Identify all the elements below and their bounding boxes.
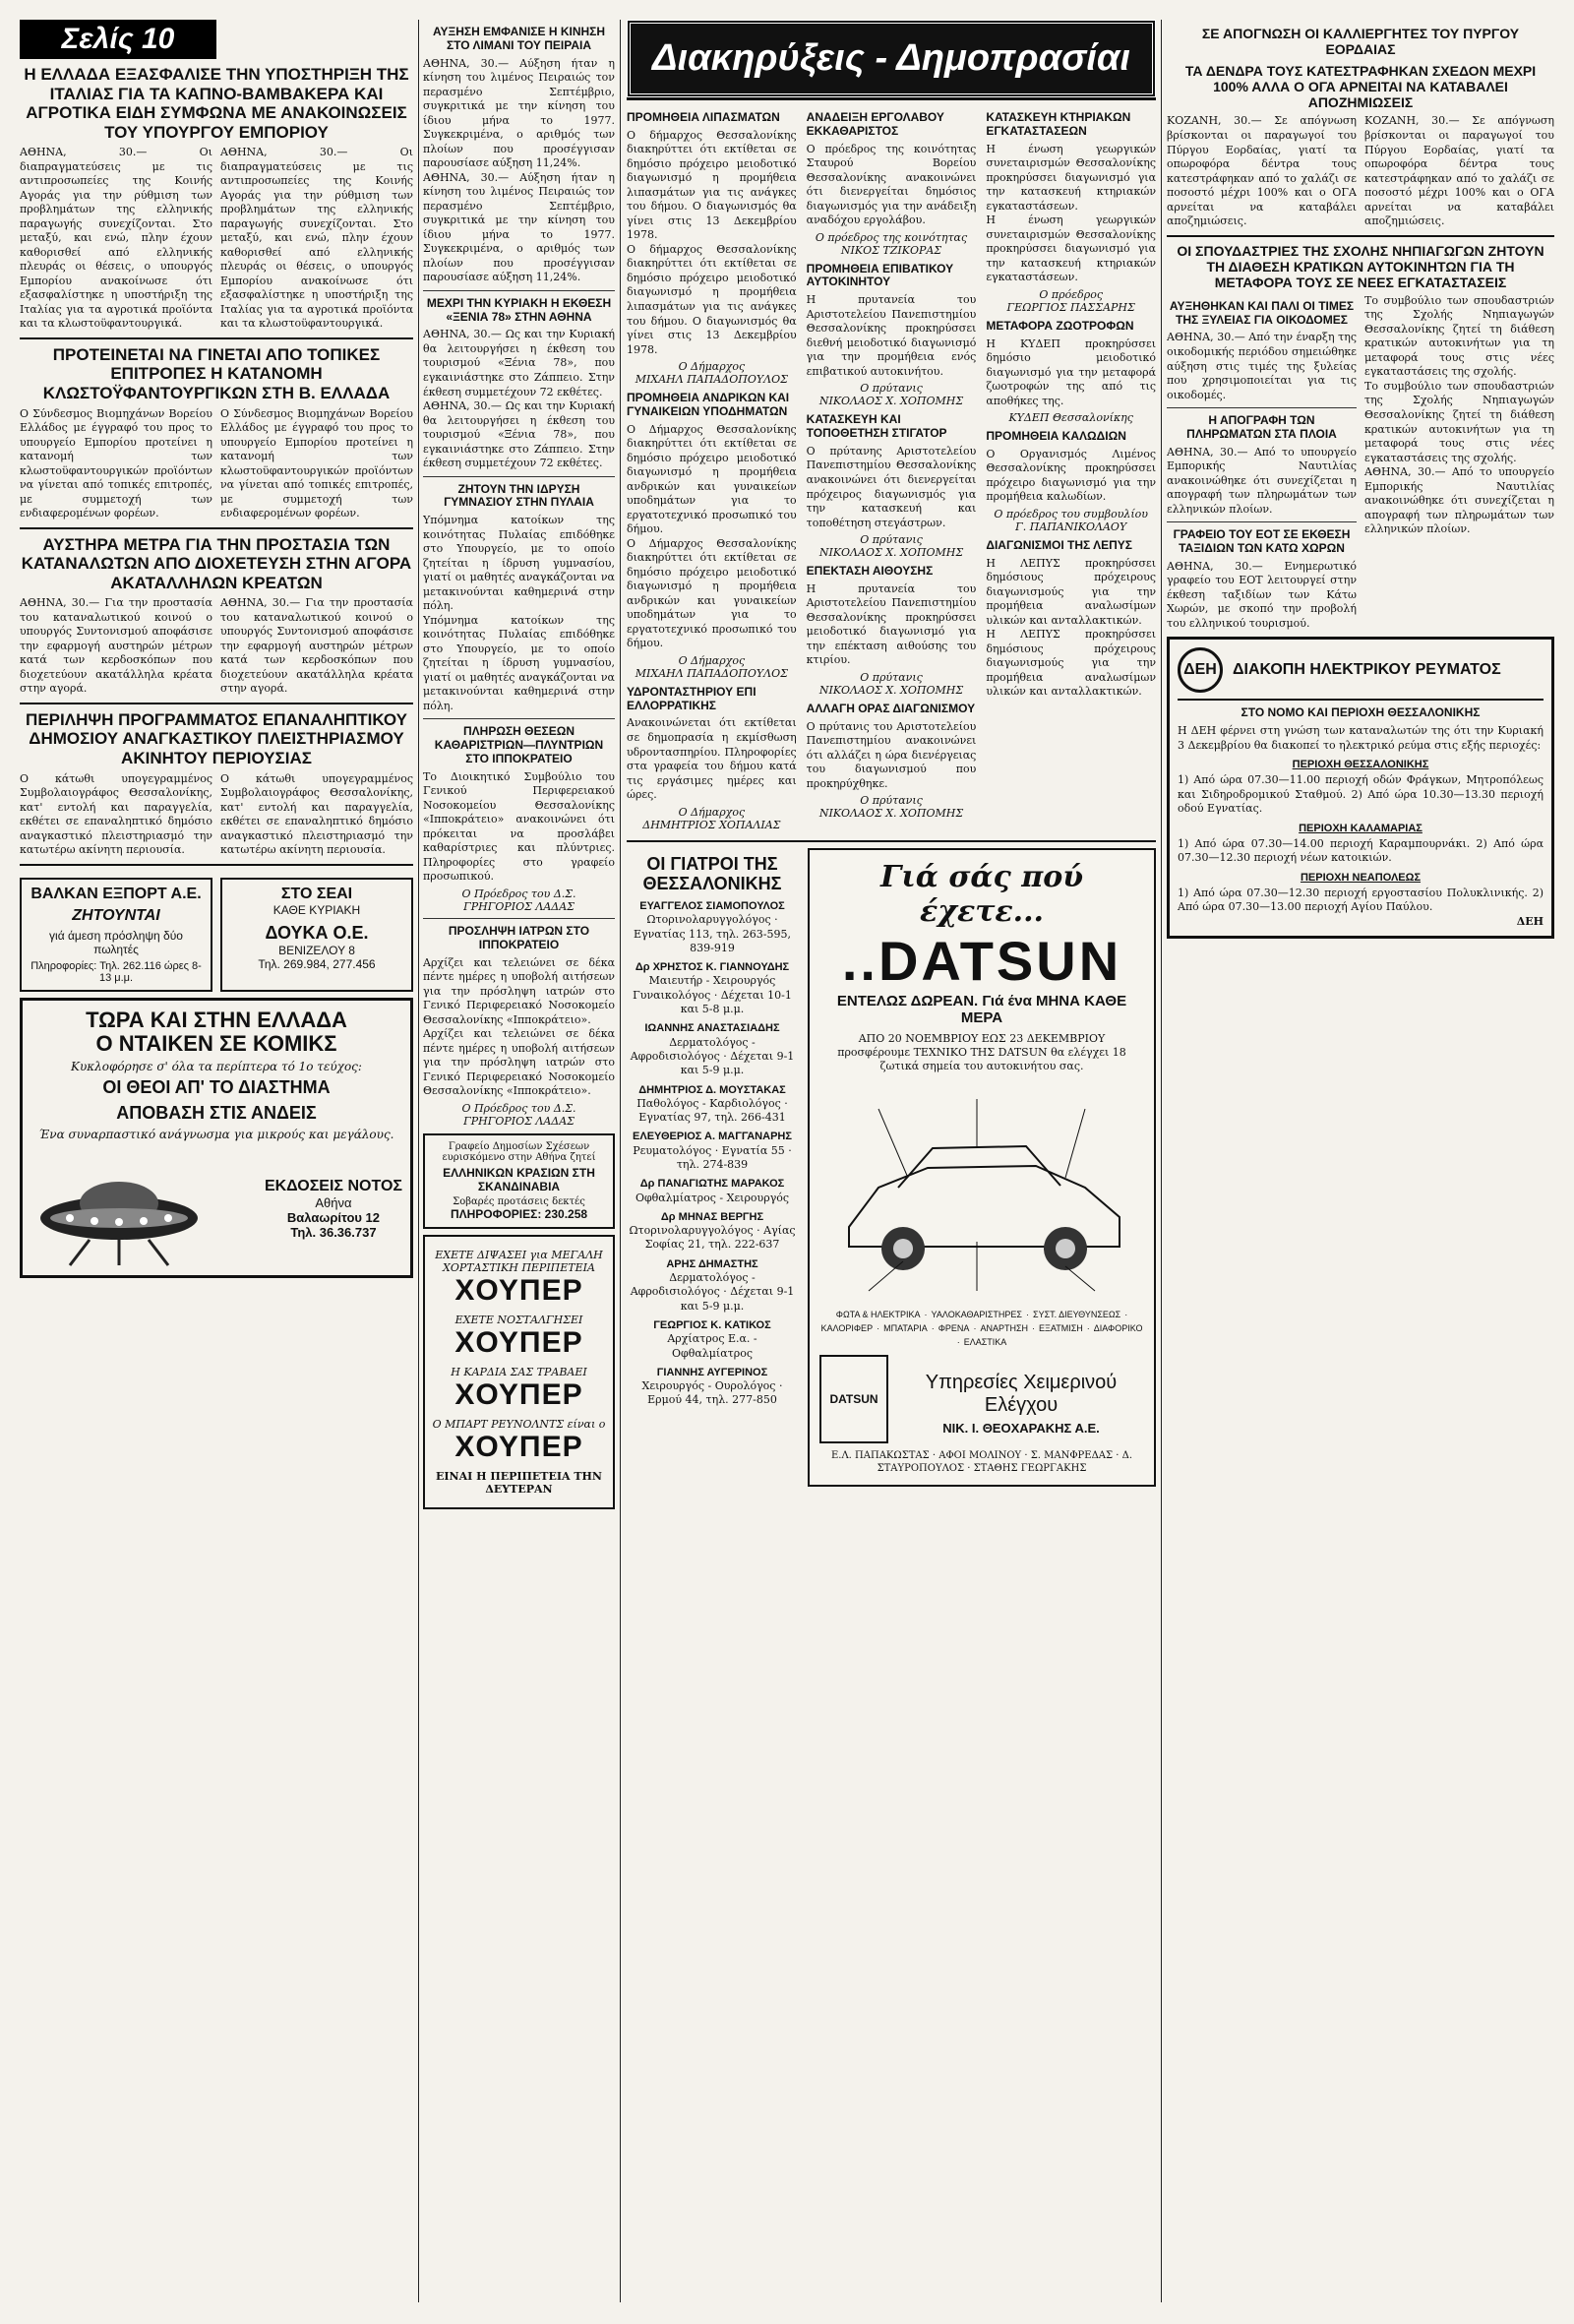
article-text: ΑΘΗΝΑ, 30.— Οι διαπραγματεύσεις με τις αντιπροσωπείες της Κοινής Αγοράς για την ρύθμιση των προβλημάτων της ελληνικής παραγωγής συνεχίζονται. Στο μεταξύ, και ενώ, πλην έχουν καθορισθεί από ελληνικής πλευράς οι θέσεις, ο υπουργός Εμπορίου ανακοίνωσε ότι εξασφαλίστηκε η υποστήριξη της Ιταλίας για τα αγροτικά προϊόντα και τα κλωστοϋφαντουργικά. — [20, 146, 212, 331]
notice-text: Η ΚΥΔΕΠ προκηρύσσει δημόσιο μειοδοτικό διαγωνισμό για την μεταφορά ζωοτροφών της από τις αποθήκες της. — [986, 336, 1156, 407]
article-text: Αρχίζει και τελειώνει σε δέκα πέντε ημέρες η υποβολή αιτήσεων για την πρόσληψη ιατρών στο Γενικό Περιφερειακό Νοσοκομείο Θεσσαλονίκης «Ιπποκράτειο». — [423, 1027, 615, 1098]
comic-ad — [20, 998, 413, 1279]
notice-text: Η ένωση γεωργικών συνεταιρισμών Θεσσαλονίκης προκηρύσσει διαγωνισμό για την κατασκευή κτηριακών εγκαταστάσεων. — [986, 214, 1156, 284]
article-text: ΑΘΗΝΑ, 30.— Αύξηση ήταν η κίνηση του λιμένος Πειραιώς τον περασμένο Σεπτέμβριο, συγκριτικά με την κίνηση του ίδιου μήνα το 1977. Συγκεκριμένα, ο αριθμός των πλοίων που προσέγγισαν παρουσίασε αύξηση 11,24%. — [423, 56, 615, 170]
article-text: ΑΘΗΝΑ, 30.— Ενημερωτικό γραφείο του ΕΟΤ λειτουργεί στην έκθεση ταξιδίων των Κάτω Χωρών, με σκοπό την προβολή του ελληνικού τουρισμού. — [1167, 559, 1357, 630]
notice-text: Ο πρύτανις του Αριστοτελείου Πανεπιστημίου ανακοινώνει ότι αλλάζει η ώρα διενέργειας του διαγωνισμού που προκηρύχθηκε. — [806, 719, 977, 790]
article-text: Ο Σύνδεσμος Βιομηχάνων Βορείου Ελλάδος με έγγραφό του προς το υπουργείο Εμπορίου προτείνει η κατανομή των κλωστοϋφαντουργικών προϊόντων να γίνεται από τοπικές επιτροπές, με συμμετοχή των ενδιαφερομένων φορέων. — [20, 406, 212, 520]
publisher-phone: Τηλ. 36.36.737 — [290, 1224, 377, 1240]
part-label: ΦΡΕΝΑ — [938, 1323, 970, 1334]
notice-intro: Η ΔΕΗ φέρνει στη γνώση των καταναλωτών της ότι την Κυριακή 3 Δεκεμβρίου θα διακοπεί το ηλεκτρικό ρεύμα στις εξής περιοχές: — [1178, 724, 1544, 752]
notice-title: ΑΛΛΑΓΗ ΟΡΑΣ ΔΙΑΓΩΝΙΣΜΟΥ — [806, 701, 976, 715]
article-text: ΑΘΗΝΑ, 30.— Ως και την Κυριακή θα λειτουργήσει η έκθεση του τουρισμού «Ξένια 78», που εγκαινιάστηκε στο Ζάππειο. Στην έκθεση συμμετέχουν 72 εκθέτες. — [423, 399, 615, 470]
doctor-name: ΙΩΑΝΝΗΣ ΑΝΑΣΤΑΣΙΑΔΗΣ — [644, 1022, 780, 1035]
ad-phone: Τηλ. 269.984, 277.456 — [258, 956, 376, 971]
notice-text: Ο πρόεδρος της κοινότητας Σταυρού Βορείου Θεσσαλονίκης ανακοινώνει ότι διενεργείται δημόσιος διαγωνισμός για την ανάδειξη αναδόχου εργολάβου. — [806, 142, 977, 227]
car-diagram — [819, 1079, 1144, 1306]
article-text: ΑΘΗΝΑ, 30.— Για την προστασία του καταναλωτικού κοινού ο υπουργός Συντονισμού αποφάσισε την εφαρμογή αυστηρών μέτρων κατά των κερδοσκόπων που διοχετεύουν ακατάλληλα κρέατα στην αγορά. — [20, 596, 212, 696]
notice-text: Η ΛΕΠΥΣ προκηρύσσει δημόσιους πρόχειρους διαγωνισμούς για την προμήθεια αναλωσίμων υλικών και ανταλλακτικών. — [986, 556, 1156, 627]
doctor-name: Δρ ΠΑΝΑΓΙΩΤΗΣ ΜΑΡΑΚΟΣ — [639, 1178, 785, 1191]
notice-title: ΚΑΤΑΣΚΕΥΗ ΚΤΗΡΙΑΚΩΝ ΕΓΚΑΤΑΣΤΑΣΕΩΝ — [986, 110, 1131, 138]
part-label: ΥΑΛΟΚΑΘΑΡΙΣΤΗΡΕΣ — [931, 1310, 1022, 1320]
doctor-info: Αρχίατρος Ε.α. - Οφθαλμίατρος — [667, 1332, 757, 1360]
column-rule — [620, 20, 621, 2302]
part-label: ΔΙΑΦΟΡΙΚΟ — [1093, 1323, 1143, 1334]
signature: Ο πρόεδρος του συμβουλίου Γ. ΠΑΠΑΝΙΚΟΛΑΟΥ — [994, 507, 1148, 533]
signature: Ο πρύτανις ΝΙΚΟΛΑΟΣ Χ. ΧΟΠΟΜΗΣ — [818, 382, 964, 408]
part-label: ΚΑΛΟΡΙΦΕΡ — [820, 1323, 874, 1334]
ad-dealers: Ε.Λ. ΠΑΠΑΚΩΣΤΑΣ · ΑΦΟΙ ΜΟΛΙΝΟΥ · Σ. ΜΑΝΦΡΕΔΑΣ · Δ. ΣΤΑΥΡΟΠΟΥΛΟΣ · ΣΤΑΘΗΣ ΓΕΩΡΓΑΚΗΣ — [830, 1450, 1133, 1475]
ad-text: ΑΠΟ 20 ΝΟΕΜΒΡΙΟΥ ΕΩΣ 23 ΔΕΚΕΜΒΡΙΟΥ προσφέρουμε ΤΕΧΝΙΚΟ ΤΗΣ DATSUN θα ελέγχει 18 ζωτικά σημεία του αυτοκινήτου σας. — [837, 1031, 1126, 1073]
column-right — [1167, 20, 1554, 939]
ad-contact: Πληροφορίες: Τηλ. 262.116 ώρες 8-13 μ.μ. — [30, 959, 202, 984]
ad-address: ΒΕΝΙΖΕΛΟΥ 8 — [278, 943, 355, 957]
article-text: Αρχίζει και τελειώνει σε δέκα πέντε ημέρες η υποβολή αιτήσεων για την πρόσληψη ιατρών στο Γενικό Περιφερειακό Νοσοκομείο Θεσσαλονίκης «Ιπποκράτειο». — [423, 955, 615, 1026]
doctor-info: Οφθαλμίατρος - Χειρουργός — [635, 1191, 790, 1204]
notice-text: Ο Δήμαρχος Θεσσαλονίκης διακηρύττει ότι εκτίθεται σε δημόσιο πρόχειρο μειοδοτικό διαγωνισμό η προμήθεια ανδρικών και γυναικείων υποδημάτων για το εργατοτεχνικό προσωπικό του δήμου. — [627, 422, 797, 536]
ad-houper — [423, 1235, 615, 1509]
ad-service: Υπηρεσίες Χειμερινού Ελέγχου — [925, 1371, 1118, 1416]
doctor-info: Ρευματολόγος · Εγνατία 55 · τηλ. 274-839 — [633, 1143, 792, 1171]
datsun-logo: DATSUN — [819, 1355, 888, 1443]
doctor-name: ΑΡΗΣ ΔΗΜΑΣΤΗΣ — [666, 1257, 758, 1270]
signature: Ο Δήμαρχος ΜΙΧΑΗΛ ΠΑΠΑΔΟΠΟΥΛΟΣ — [635, 653, 788, 680]
notice-text: Η πρυτανεία του Αριστοτελείου Πανεπιστημίου Θεσσαλονίκης προκηρύσσει διεθνή μειοδοτικό διαγωνισμό για την προμήθεια ενός επιβατικού αυτοκινήτου. — [806, 293, 977, 378]
part-label: ΦΩΤΑ & ΗΛΕΚΤΡΙΚΑ — [835, 1310, 921, 1320]
notice-title: ΥΔΡΟΝΤΑΣΤΗΡΙΟΥ ΕΠΙ ΕΛΛΟΡΡΑΤΙΚΗΣ — [627, 684, 757, 712]
article-text: Ο κάτωθι υπογεγραμμένος Συμβολαιογράφος Θεσσαλονίκης, κατ' εντολή και παραγγελία, εκθέτει σε επαναληπτικό δημόσιο αναγκαστικό πλειστηριασμό την κατωτέρω ακίνητη περιουσία. — [20, 771, 212, 857]
area-label: ΠΕΡΙΟΧΗ ΚΑΛΑΜΑΡΙΑΣ — [1299, 822, 1423, 834]
ad-title: ΣΤΟ ΣΕΑΙ — [280, 885, 353, 902]
ad-text: γιά άμεση πρόσληψη δύο πωλητές — [49, 928, 183, 956]
datsun-ad: Γιά σάς πού έχετε... ..DATSUN ΕΝΤΕΛΩΣ ΔΩΡΕΑΝ. Γιά ένα ΜΗΝΑ ΚΑΘΕ ΜΕΡΑ ΑΠΟ 20 ΝΟΕΜΒΡΙΟΥ ΕΩΣ 23 ΔΕΚΕΜΒΡΙΟΥ προσφέρουμε ΤΕΧΝΙΚΟ ΤΗΣ DATSUN θα ελέγχει 18 ζωτικά σημεία του αυτοκινήτου σας. ΦΩΤΑ & ΗΛΕΚΤΡΙΚΑ · ΥΑΛΟΚΑΘΑΡΙΣΤΗΡΕΣ · ΣΥΣΤ. ΔΙΕΥΘΥΝΣΕΩΣ · ΚΑΛΟΡΙΦΕΡ · ΜΠΑΤΑΡΙΑ · ΦΡΕΝΑ · ΑΝΑΡΤΗΣΗ · ΕΞΑΤΜΙΣΗ · ΔΙΑΦΟΡΙΚΟ · ΕΛΑΣΤΙΚΑ DATSUN Υπηρεσίες Χειμερινού Ελέγχου ΝΙΚ. Ι. ΘΕΟΧΑΡΑΚΗΣ Α.Ε. Ε.Λ. ΠΑΠΑΚΩΣΤΑΣ · ΑΦΟΙ ΜΟΛΙΝΟΥ · Σ. ΜΑΝΦΡΕΔΑΣ · Δ. ΣΤΑΥΡΟΠΟΥΛΟΣ · ΣΤΑΘΗΣ ΓΕΩΡΓΑΚΗΣ — [808, 848, 1156, 1488]
ad-subtitle: ΕΝΤΕΛΩΣ ΔΩΡΕΑΝ. Γιά ένα ΜΗΝΑ ΚΑΘΕ ΜΕΡΑ — [836, 992, 1127, 1026]
ad-text: Γραφείο Δημοσίων Σχέσεων ευρισκόμενο στην Αθήνα ζητεί — [442, 1140, 596, 1163]
signature: Ο Δήμαρχος ΜΙΧΑΗΛ ΠΑΠΑΔΟΠΟΥΛΟΣ — [635, 360, 788, 387]
ad-title: ΕΛΛΗΝΙΚΩΝ ΚΡΑΣΙΩΝ ΣΤΗ ΣΚΑΝΔΙΝΑΒΙΑ — [443, 1165, 595, 1193]
ad-subtitle: ΖΗΤΟΥΝΤΑΙ — [72, 906, 160, 924]
notice-text: Ο πρύτανης Αριστοτελείου Πανεπιστημίου Θεσσαλονίκης ανακοινώνει ότι διενεργείται πρόχειρος διαγωνισμός για την κατασκευή και τοποθέτηση στεγάστρων. — [806, 444, 977, 529]
notice-text: Ο Οργανισμός Λιμένος Θεσσαλονίκης προκηρύσσει πρόχειρο διαγωνισμό για την προμήθεια καλωδίων. — [986, 447, 1156, 504]
signature: Ο πρύτανις ΝΙΚΟΛΑΟΣ Χ. ΧΟΠΟΜΗΣ — [818, 533, 964, 560]
spaceship-illustration — [30, 1149, 208, 1267]
notice-title: ΚΑΤΑΣΚΕΥΗ ΚΑΙ ΤΟΠΟΘΕΤΗΣΗ ΣΤΙΓΑΤΟΡ — [806, 412, 947, 441]
doctor-info: Μαιευτήρ - Χειρουργός Γυναικολόγος · Δέχεται 10-1 και 5-8 μ.μ. — [633, 974, 792, 1016]
publisher-name: ΕΚΔΟΣΕΙΣ ΝΟΤΟΣ — [264, 1177, 402, 1194]
ad-text: Κυκλοφόρησε σ' όλα τα περίπτερα τό 1ο τεύχος: — [71, 1060, 362, 1074]
notice-text: Ο δήμαρχος Θεσσαλονίκης διακηρύττει ότι εκτίθεται σε δημόσιο πρόχειρο μειοδοτικό διαγωνισμό η προμήθεια λιπασμάτων για τις ανάγκες του δήμου. Ο διαγωνισμός θα γίνει στις 13 Δεκεμβρίου 1978. — [627, 242, 797, 356]
notice-text: Η πρυτανεία του Αριστοτελείου Πανεπιστημίου Θεσσαλονίκης προκηρύσσει μειοδοτικό διαγωνισμό για την επέκταση αιθούσης του κτιρίου. — [806, 581, 977, 667]
ad-text: ΕΧΕΤΕ ΔΙΨΑΣΕΙ για ΜΕΓΑΛΗ ΧΟΡΤΑΣΤΙΚΗ ΠΕΡΙΠΕΤΕΙΑ — [435, 1248, 603, 1274]
part-label: ΣΥΣΤ. ΔΙΕΥΘΥΝΣΕΩΣ — [1033, 1310, 1121, 1320]
ad-title: ΧΟΥΠΕΡ — [454, 1273, 583, 1307]
headline: ΑΥΣΤΗΡΑ ΜΕΤΡΑ ΓΙΑ ΤΗΝ ΠΡΟΣΤΑΣΙΑ ΤΩΝ ΚΑΤΑΝΑΛΩΤΩΝ ΑΠΟ ΔΙΟΧΕΤΕΥΣΗ ΣΤΗΝ ΑΓΟΡΑ ΑΚΑΤΑΛΛΗΛΩΝ ΚΡΕΑΤΩΝ — [21, 534, 412, 592]
notices-column-b — [807, 105, 977, 834]
power-outage-notice — [1167, 637, 1554, 938]
column-middle — [627, 20, 1156, 1487]
notices-column-c — [986, 105, 1156, 834]
ad-title: ΧΟΥΠΕΡ — [454, 1377, 583, 1411]
ad-text: ΕΧΕΤΕ ΝΟΣΤΑΛΓΗΣΕΙ — [454, 1313, 583, 1326]
ad-title: ΤΩΡΑ ΚΑΙ ΣΤΗΝ ΕΛΛΑΔΑ — [86, 1007, 347, 1032]
headline: ΓΡΑΦΕΙΟ ΤΟΥ ΕΟΤ ΣΕ ΕΚΘΕΣΗ ΤΑΞΙΔΙΩΝ ΤΩΝ ΚΑΤΩ ΧΩΡΩΝ — [1173, 527, 1351, 556]
article-text: Το Διοικητικό Συμβούλιο του Γενικού Περιφερειακού Νοσοκομείου Θεσσαλονίκης «Ιπποκράτειο» ανακοινώνει ότι πρόκειται να προσλάβει καθαρίστριες και πλύντριες. Πληροφορίες στο γραφείο προσωπικού. — [423, 769, 615, 884]
article-text: ΑΘΗΝΑ, 30.— Για την προστασία του καταναλωτικού κοινού ο υπουργός Συντονισμού αποφάσισε την εφαρμογή αυστηρών μέτρων κατά των κερδοσκόπων που διοχετεύουν ακατάλληλα κρέατα στην αγορά. — [220, 596, 413, 696]
ad-title: ΧΟΥΠΕΡ — [454, 1325, 583, 1359]
notices-column-a — [627, 105, 797, 834]
article-text: ΑΘΗΝΑ, 30.— Οι διαπραγματεύσεις με τις αντιπροσωπείες της Κοινής Αγοράς για την ρύθμιση των προβλημάτων της ελληνικής παραγωγής συνεχίζονται. Στο μεταξύ, και ενώ, πλην έχουν καθορισθεί από ελληνικής πλευράς οι θέσεις, ο υπουργός Εμπορίου ανακοίνωσε ότι εξασφαλίστηκε η υποστήριξη της Ιταλίας για τα αγροτικά προϊόντα και τα κλωστοϋφαντουργικά. — [220, 146, 413, 331]
notice-text: Η ΛΕΠΥΣ προκηρύσσει δημόσιους πρόχειρους διαγωνισμούς για την προμήθεια αναλωσίμων υλικών και ανταλλακτικών. — [986, 628, 1156, 699]
column-rule — [1161, 20, 1162, 2302]
signature: Ο Πρόεδρος του Δ.Σ. ΓΡΗΓΟΡΙΟΣ ΛΑΔΑΣ — [461, 887, 576, 913]
article-text: Ο κάτωθι υπογεγραμμένος Συμβολαιογράφος Θεσσαλονίκης, κατ' εντολή και παραγγελία, εκθέτει σε επαναληπτικό δημόσιο αναγκαστικό πλειστηριασμό την κατωτέρω ακίνητη περιουσία. — [220, 771, 413, 857]
article-text: ΑΘΗΝΑ, 30.— Αύξηση ήταν η κίνηση του λιμένος Πειραιώς τον περασμένο Σεπτέμβριο, συγκριτικά με την κίνηση του ίδιου μήνα το 1977. Συγκεκριμένα, ο αριθμός των πλοίων που προσέγγισαν παρουσίασε αύξηση 11,24%. — [423, 170, 615, 284]
publisher-address: Βαλαωρίτου 12 — [286, 1209, 381, 1225]
signature: Ο πρύτανις ΝΙΚΟΛΑΟΣ Χ. ΧΟΠΟΜΗΣ — [818, 670, 964, 697]
notice-title: ΠΡΟΜΗΘΕΙΑ ΚΑΛΩΔΙΩΝ — [986, 429, 1126, 444]
ad-tagline: Ένα συναρπαστικό ανάγνωσμα για μικρούς και μεγάλους. — [38, 1128, 394, 1142]
part-label: ΕΞΑΤΜΙΣΗ — [1039, 1323, 1083, 1334]
ad-title: ΧΟΥΠΕΡ — [454, 1430, 583, 1463]
masthead: Σελίς 10 — [20, 20, 216, 59]
ad-text: Ο ΜΠΑΡΤ ΡΕΥΝΟΛΝΤΣ είναι ο — [432, 1417, 606, 1431]
signature: Ο Δήμαρχος ΔΗΜΗΤΡΙΟΣ ΧΟΠΑΛΙΑΣ — [642, 805, 781, 831]
ad-subtitle: ΚΑΘΕ ΚΥΡΙΑΚΗ — [272, 902, 361, 917]
article-text: ΑΘΗΝΑ, 30.— Από το υπουργείο Εμπορικής Ναυτιλίας ανακοινώθηκε ότι συνεχίζεται η απογραφή των πληρωμάτων των ελληνικών πλοίων. — [1364, 465, 1554, 536]
article-text: Το συμβούλιο των σπουδαστριών της Σχολής Νηπιαγωγών Θεσσαλονίκης ζητεί τη διάθεση κρατικών αυτοκινήτων για τη μεταφορά τους στις νέες εγκαταστάσεις της σχολής. — [1364, 293, 1554, 379]
signature: Ο πρύτανις ΝΙΚΟΛΑΟΣ Χ. ΧΟΠΟΜΗΣ — [818, 794, 964, 821]
headline: ΠΡΟΤΕΙΝΕΤΑΙ ΝΑ ΓΙΝΕΤΑΙ ΑΠΟ ΤΟΠΙΚΕΣ ΕΠΙΤΡΟΠΕΣ Η ΚΑΤΑΝΟΜΗ ΚΛΩΣΤΟΫΦΑΝΤΟΥΡΓΙΚΩΝ ΣΤΗ Β. ΕΛΛΑΔΑ — [42, 344, 391, 402]
headline: ΑΥΞΗΣΗ ΕΜΦΑΝΙΣΕ Η ΚΙΝΗΣΗ ΣΤΟ ΛΙΜΑΝΙ ΤΟΥ ΠΕΙΡΑΙΑ — [432, 25, 606, 52]
notice-text: Η ένωση γεωργικών συνεταιρισμών Θεσσαλονίκης προκηρύσσει διαγωνισμό για την κατασκευή κτηριακών εγκαταστάσεων. — [986, 142, 1156, 213]
publisher-city: Αθήνα — [315, 1194, 352, 1210]
ad-phone: ΠΛΗΡΟΦΟΡΙΕΣ: 230.258 — [450, 1206, 588, 1221]
doctors-directory — [627, 848, 798, 1488]
area-label: ΠΕΡΙΟΧΗ ΘΕΣΣΑΛΟΝΙΚΗΣ — [1292, 759, 1429, 771]
article-text: Ο Σύνδεσμος Βιομηχάνων Βορείου Ελλάδος με έγγραφό του προς το υπουργείο Εμπορίου προτείνει η κατανομή των κλωστοϋφαντουργικών προϊόντων να γίνεται από τοπικές επιτροπές, με συμμετοχή των ενδιαφερομένων φορέων. — [220, 406, 413, 520]
area-text: 1) Από ώρα 07.30—14.00 περιοχή Καραμπουρνάκι. 2) Από ώρα 07.30—12.30 περιοχή νέων κατοικιών. — [1178, 836, 1544, 865]
notice-text: Ο δήμαρχος Θεσσαλονίκης διακηρύττει ότι εκτίθεται σε δημόσιο πρόχειρο μειοδοτικό διαγωνισμό η προμήθεια λιπασμάτων για τις ανάγκες του δήμου. Ο διαγωνισμός θα γίνει στις 13 Δεκεμβρίου 1978. — [627, 128, 797, 242]
notice-title: ΑΝΑΔΕΙΞΗ ΕΡΓΟΛΑΒΟΥ ΕΚΚΑΘΑΡΙΣΤΟΣ — [806, 110, 944, 138]
signature: ΔΕΗ — [1516, 914, 1544, 928]
article-text: ΑΘΗΝΑ, 30.— Από την έναρξη της οικοδομικής περιόδου σημειώθηκε αύξηση στις τιμές της ξυλείας που χρησιμοποιείται για τις οικοδομές. — [1167, 331, 1357, 401]
comic-title: ΟΙ ΘΕΟΙ ΑΠ' ΤΟ ΔΙΑΣΤΗΜΑ — [102, 1077, 331, 1098]
column-left — [20, 20, 413, 1278]
doctor-name: ΕΥΑΓΓΕΛΟΣ ΣΙΑΜΟΠΟΥΛΟΣ — [639, 899, 785, 912]
part-label: ΜΠΑΤΑΡΙΑ — [883, 1323, 928, 1334]
ad-balkan — [20, 878, 212, 992]
ad-text: ΕΙΝΑΙ Η ΠΕΡΙΠΕΤΕΙΑ ΤΗΝ ΔΕΥΤΕΡΑΝ — [436, 1469, 602, 1496]
column-second — [423, 20, 615, 1515]
headline: ΠΕΡΙΛΗΨΗ ΠΡΟΓΡΑΜΜΑΤΟΣ ΕΠΑΝΑΛΗΠΤΙΚΟΥ ΔΗΜΟΣΙΟΥ ΑΝΑΓΚΑΣΤΙΚΟΥ ΠΛΕΙΣΤΗΡΙΑΣΜΟΥ ΑΚΙΝΗΤΟΥ ΠΕΡΙΟΥΣΙΑΣ — [26, 709, 407, 767]
section-banner: Διακηρύξεις - Δημοπρασίαι — [627, 20, 1156, 97]
ad-seai — [220, 878, 413, 992]
headline: ΜΕΧΡΙ ΤΗΝ ΚΥΡΙΑΚΗ Η ΕΚΘΕΣΗ «ΞΕΝΙΑ 78» ΣΤΗΝ ΑΘΗΝΑ — [426, 295, 612, 324]
signature: Ο πρόεδρος ΓΕΩΡΓΙΟΣ ΠΑΣΣΑΡΗΣ — [1006, 287, 1135, 314]
area-text: 1) Από ώρα 07.30—12.30 περιοχή εργοστασίου Πολυκλινικής. 2) Από ώρα 07.30—13.00 περιοχή Αγίου Παύλου. — [1178, 886, 1544, 914]
notice-title: ΕΠΕΚΤΑΣΗ ΑΙΘΟΥΣΗΣ — [806, 564, 934, 579]
notice-text: Ο Δήμαρχος Θεσσαλονίκης διακηρύττει ότι εκτίθεται σε δημόσιο πρόχειρο μειοδοτικό διαγωνισμό η προμήθεια ανδρικών και γυναικείων υποδημάτων για το εργατοτεχνικό προσωπικό του δήμου. — [627, 536, 797, 650]
doctor-name: Δρ ΧΡΗΣΤΟΣ Κ. ΓΙΑΝΝΟΥΔΗΣ — [635, 961, 790, 974]
dei-logo: ΔΕΗ — [1178, 647, 1223, 693]
part-label: ΑΝΑΡΤΗΣΗ — [980, 1323, 1029, 1334]
signature: Ο πρόεδρος της κοινότητας ΝΙΚΟΣ ΤΖΙΚΟΡΑΣ — [815, 230, 968, 257]
doctors-title: ΟΙ ΓΙΑΤΡΟΙ ΤΗΣ ΘΕΣΣΑΛΟΝΙΚΗΣ — [642, 853, 782, 894]
ad-title: ΒΑΛΚΑΝ ΕΞΠΟΡΤ Α.Ε. — [30, 885, 202, 902]
doctor-info: Ωτορινολαρυγγολόγος · Εγνατίας 113, τηλ. 263-595, 839-919 — [633, 913, 792, 954]
notice-title: ΔΙΑΚΟΠΗ ΗΛΕΚΤΡΙΚΟΥ ΡΕΥΜΑΤΟΣ — [1233, 661, 1501, 679]
ad-company: ΔΟΥΚΑ Ο.Ε. — [265, 922, 369, 943]
notice-title: ΔΙΑΓΩΝΙΣΜΟΙ ΤΗΣ ΛΕΠΥΣ — [986, 537, 1132, 552]
signature: Ο Πρόεδρος του Δ.Σ. ΓΡΗΓΟΡΙΟΣ ΛΑΔΑΣ — [461, 1101, 576, 1128]
headline: ΑΥΞΗΘΗΚΑΝ ΚΑΙ ΠΑΛΙ ΟΙ ΤΙΜΕΣ ΤΗΣ ΞΥΛΕΙΑΣ ΓΙΑ ΟΙΚΟΔΟΜΕΣ — [1169, 298, 1355, 327]
ad-agent: ΝΙΚ. Ι. ΘΕΟΧΑΡΑΚΗΣ Α.Ε. — [942, 1420, 1100, 1436]
notice-text: Ανακοινώνεται ότι εκτίθεται σε δημοπρασία η εκμίσθωση υδροντασπηρίου. Πληροφορίες στα γραφεία του δήμου κατά τις εργάσιμες ημέρες και ώρες. — [627, 716, 797, 802]
doctor-info: Παθολόγος - Καρδιολόγος · Εγνατίας 97, τηλ. 266-431 — [636, 1096, 788, 1125]
area-text: 1) Από ώρα 07.30—11.00 περιοχή οδών Φράγκων, Μητροπόλεως και Σιδηροδρομικού Σταθμού. 2) Από ώρα 10.30—13.30 περιοχή οδού Εγνατίας. — [1178, 773, 1544, 816]
headline: ΖΗΤΟΥΝ ΤΗΝ ΙΔΡΥΣΗ ΓΥΜΝΑΣΙΟΥ ΣΤΗΝ ΠΥΛΑΙΑ — [444, 481, 594, 510]
article-text: ΚΟΖΑΝΗ, 30.— Σε απόγνωση βρίσκονται οι παραγωγοί του Πύργου Εορδαίας, γιατί τα οπωροφόρα δέντρα τους κατεστράφηκαν από το χαλάζι σε ποσοστό μέχρι 100% και ο ΟΓΑ αρνείται να καταβάλει αποζημιώσεις. — [1364, 114, 1554, 228]
notice-title: ΠΡΟΜΗΘΕΙΑ ΛΙΠΑΣΜΑΤΩΝ — [627, 110, 780, 124]
ad-text: Η ΚΑΡΔΙΑ ΣΑΣ ΤΡΑΒΑΕΙ — [451, 1365, 587, 1378]
article-text: ΑΘΗΝΑ, 30.— Από το υπουργείο Εμπορικής Ναυτιλίας ανακοινώθηκε ότι συνεχίζεται η απογραφή των πληρωμάτων των ελληνικών πλοίων. — [1167, 445, 1357, 516]
doctor-name: ΓΕΩΡΓΙΟΣ Κ. ΚΑΤΙΚΟΣ — [653, 1318, 771, 1331]
doctor-info: Δερματολόγος - Αφροδισιολόγος · Δέχεται 9-1 και 5-9 μ.μ. — [630, 1271, 795, 1313]
headline: ΠΛΗΡΩΣΗ ΘΕΣΕΩΝ ΚΑΘΑΡΙΣΤΡΙΩΝ—ΠΛΥΝΤΡΙΩΝ ΣΤΟ ΙΠΠΟΚΡΑΤΕΙΟ — [434, 724, 604, 765]
notice-subtitle: ΣΤΟ ΝΟΜΟ ΚΑΙ ΠΕΡΙΟΧΗ ΘΕΣΣΑΛΟΝΙΚΗΣ — [1241, 705, 1481, 720]
headline: ΠΡΟΣΛΗΨΗ ΙΑΤΡΩΝ ΣΤΟ ΙΠΠΟΚΡΑΤΕΙΟ — [448, 923, 590, 951]
headline: Η ΑΠΟΓΡΑΦΗ ΤΩΝ ΠΛΗΡΩΜΑΤΩΝ ΣΤΑ ΠΛΟΙΑ — [1186, 413, 1337, 441]
notice-title: ΠΡΟΜΗΘΕΙΑ ΑΝΔΡΙΚΩΝ ΚΑΙ ΓΥΝΑΙΚΕΙΩΝ ΥΠΟΔΗΜΑΤΩΝ — [627, 391, 790, 418]
ad-tagline: Γιά σάς πού έχετε... — [879, 859, 1084, 929]
area-label: ΠΕΡΙΟΧΗ ΝΕΑΠΟΛΕΩΣ — [1300, 871, 1422, 884]
headline: Η ΕΛΛΑΔΑ ΕΞΑΣΦΑΛΙΣΕ ΤΗΝ ΥΠΟΣΤΗΡΙΞΗ ΤΗΣ ΙΤΑΛΙΑΣ ΓΙΑ ΤΑ ΚΑΠΝΟ-ΒΑΜΒΑΚΕΡΑ ΚΑΙ ΑΓΡΟΤΙΚΑ ΕΙΔΗ ΣΥΜΦΩΝΑ ΜΕ ΑΝΑΚΟΙΝΩΣΕΙΣ ΤΟΥ ΥΠΟΥΡΓΟΥ ΕΜΠΟΡΙΟΥ — [24, 65, 409, 142]
brand-name: ..DATSUN — [841, 929, 1122, 992]
headline: ΟΙ ΣΠΟΥΔΑΣΤΡΙΕΣ ΤΗΣ ΣΧΟΛΗΣ ΝΗΠΙΑΓΩΓΩΝ ΖΗΤΟΥΝ ΤΗ ΔΙΑΘΕΣΗ ΚΡΑΤΙΚΩΝ ΑΥΤΟΚΙΝΗΤΩΝ ΓΙΑ ΤΗ ΜΕΤΑΦΟΡΑ ΤΟΥΣ ΣΕ ΝΕΕΣ ΕΓΚΑΤΑΣΤΑΣΕΙΣ — [1177, 242, 1544, 290]
article-text: Το συμβούλιο των σπουδαστριών της Σχολής Νηπιαγωγών Θεσσαλονίκης ζητεί τη διάθεση κρατικών αυτοκινήτων για τη μεταφορά τους στις νέες εγκαταστάσεις της σχολής. — [1364, 379, 1554, 464]
article-text: ΑΘΗΝΑ, 30.— Ως και την Κυριακή θα λειτουργήσει η έκθεση του τουρισμού «Ξένια 78», που εγκαινιάστηκε στο Ζάππειο. Στην έκθεση συμμετέχουν 72 εκθέτες. — [423, 328, 615, 398]
comic-subtitle: ΑΠΟΒΑΣΗ ΣΤΙΣ ΑΝΔΕΙΣ — [116, 1102, 317, 1123]
article-text: ΚΟΖΑΝΗ, 30.— Σε απόγνωση βρίσκονται οι παραγωγοί του Πύργου Εορδαίας, γιατί τα οπωροφόρα δέντρα τους κατεστράφηκαν από το χαλάζι σε ποσοστό μέχρι 100% και ο ΟΓΑ αρνείται να καταβάλει αποζημιώσεις. — [1167, 114, 1357, 228]
signature: ΚΥΔΕΠ Θεσσαλονίκης — [1008, 411, 1133, 425]
column-rule — [418, 20, 419, 2302]
doctor-name: Δρ ΜΗΝΑΣ ΒΕΡΓΗΣ — [660, 1210, 764, 1223]
sub-headline: ΤΑ ΔΕΝΔΡΑ ΤΟΥΣ ΚΑΤΕΣΤΡΑΦΗΚΑΝ ΣΧΕΔΟΝ ΜΕΧΡΙ 100% ΑΛΛΑ Ο ΟΓΑ ΑΡΝΕΙΤΑΙ ΝΑ ΚΑΤΑΒΑΛΕΙ ΑΠΟΖΗΜΙΩΣΕΙΣ — [1184, 63, 1537, 111]
ad-title: Ο ΝΤΑΙΚΕΝ ΣΕ ΚΟΜΙΚΣ — [95, 1030, 337, 1056]
doctor-info: Δερματολόγος - Αφροδισιολόγος · Δέχεται 9-1 και 5-9 μ.μ. — [630, 1035, 795, 1077]
doctor-name: ΔΗΜΗΤΡΙΟΣ Δ. ΜΟΥΣΤΑΚΑΣ — [638, 1083, 786, 1096]
article-text: Υπόμνημα κατοίκων της κοινότητας Πυλαίας επιδόθηκε στο Υπουργείο, με το οποίο ζητείται η ίδρυση γυμνασίου, γιατί οι μαθητές αναγκάζονται να μετακινούνται καθημερινά στην πόλη. — [423, 613, 615, 712]
part-label: ΕΛΑΣΤΙΚΑ — [963, 1337, 1007, 1348]
doctor-info: Ωτορινολαρυγγολόγος · Αγίας Σοφίας 21, τηλ. 222-637 — [629, 1224, 796, 1252]
doctor-name: ΕΛΕΥΘΕΡΙΟΣ Α. ΜΑΓΓΑΝΑΡΗΣ — [633, 1131, 792, 1143]
doctor-name: ΓΙΑΝΝΗΣ ΑΥΓΕΡΙΝΟΣ — [656, 1366, 768, 1378]
notice-title: ΜΕΤΑΦΟΡΑ ΖΩΟΤΡΟΦΩΝ — [986, 318, 1134, 333]
ad-wines — [423, 1133, 615, 1229]
notice-title: ΠΡΟΜΗΘΕΙΑ ΕΠΙΒΑΤΙΚΟΥ ΑΥΤΟΚΙΝΗΤΟΥ — [806, 261, 954, 289]
article-text: Υπόμνημα κατοίκων της κοινότητας Πυλαίας επιδόθηκε στο Υπουργείο, με το οποίο ζητείται η ίδρυση γυμνασίου, γιατί οι μαθητές αναγκάζονται να μετακινούνται καθημερινά στην πόλη. — [423, 514, 615, 613]
doctor-info: Χειρουργός - Ουρολόγος · Ερμού 44, τηλ. 277-850 — [641, 1379, 783, 1407]
headline: ΣΕ ΑΠΟΓΝΩΣΗ ΟΙ ΚΑΛΛΙΕΡΓΗΤΕΣ ΤΟΥ ΠΥΡΓΟΥ ΕΟΡΔΑΙΑΣ — [1201, 26, 1520, 58]
ad-text: Σοβαρές προτάσεις δεκτές — [453, 1195, 585, 1207]
